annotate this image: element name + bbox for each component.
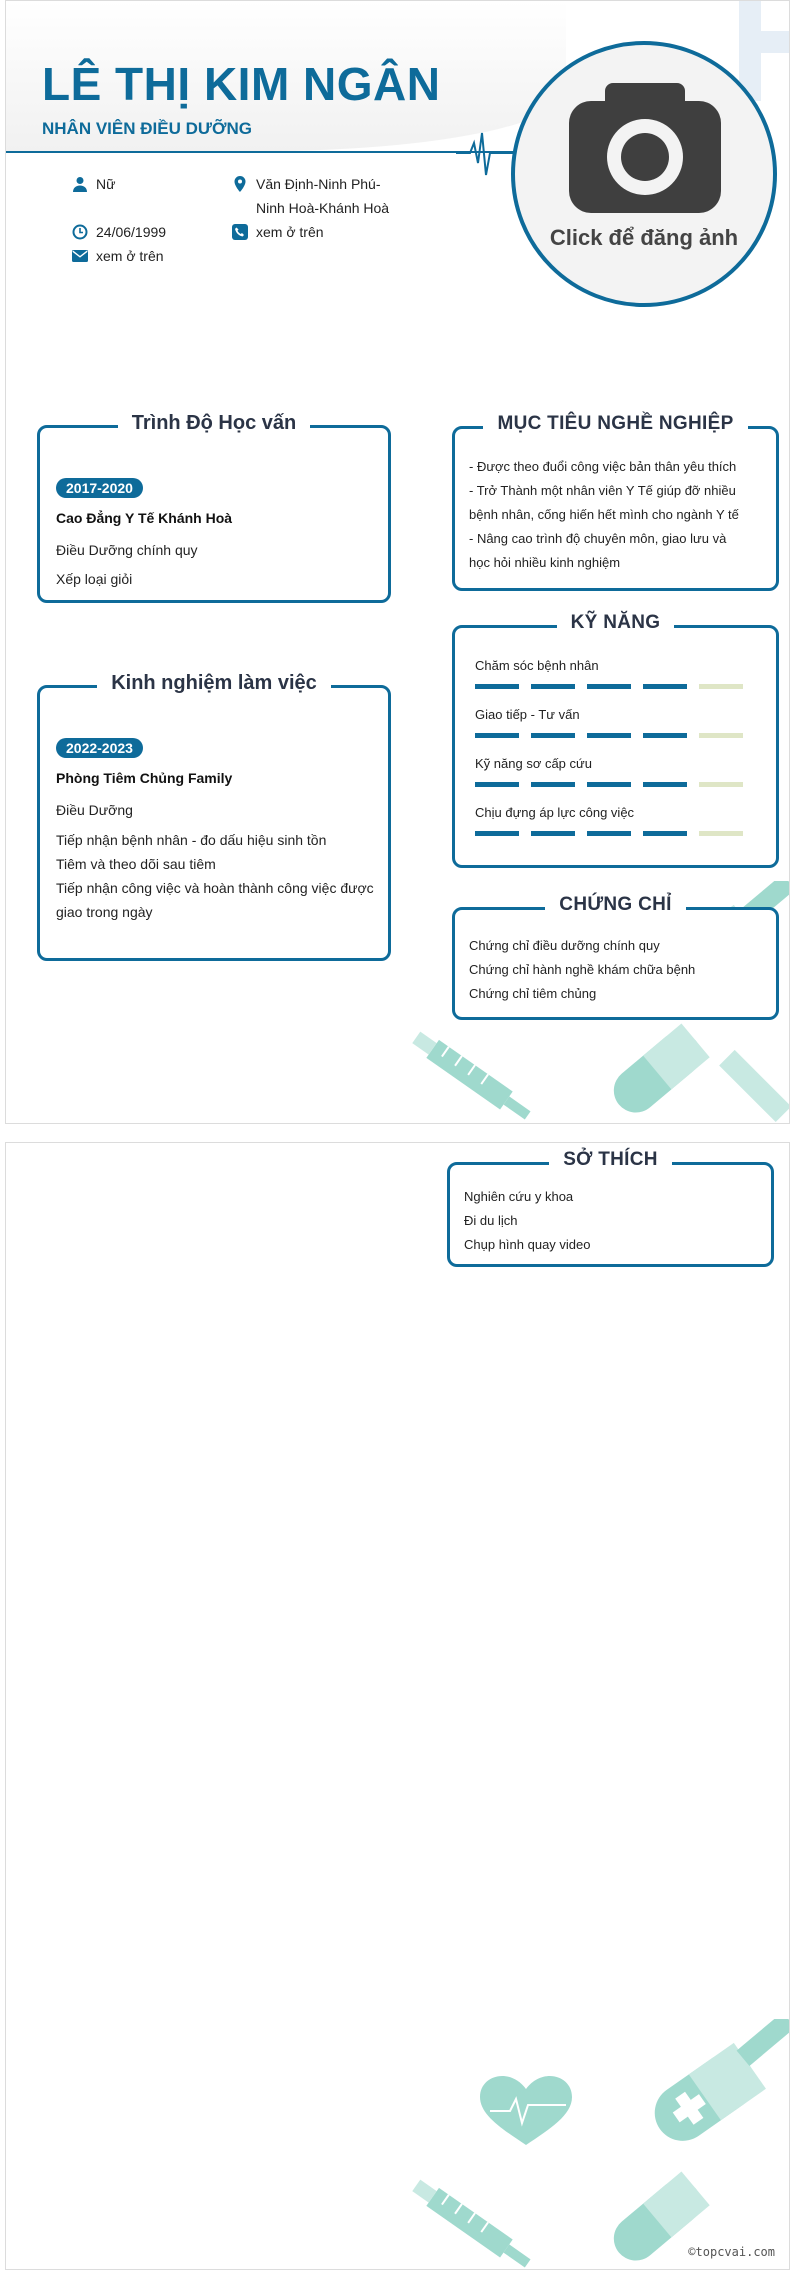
experience-task: Tiếp nhận bệnh nhân - đo dấu hiệu sinh tồn (56, 832, 327, 848)
skill-segment-empty (699, 831, 743, 836)
skill-level-bar (475, 684, 765, 689)
skill-name: Kỹ năng sơ cấp cứu (475, 756, 592, 771)
skill-item (475, 654, 765, 689)
objective-section (452, 413, 779, 591)
skill-segment-filled (531, 684, 575, 689)
photo-upload-label: Click để đăng ảnh (549, 225, 739, 250)
skill-name: Chăm sóc bệnh nhân (475, 658, 599, 673)
skill-segment-empty (699, 782, 743, 787)
education-major: Điều Dưỡng chính quy (56, 542, 198, 558)
clock-icon (72, 224, 88, 240)
certificates-section (452, 894, 779, 1020)
map-marker-icon (232, 176, 248, 192)
camera-icon (569, 83, 721, 213)
skill-segment-empty (699, 733, 743, 738)
experience-period: 2022-2023 (56, 738, 143, 758)
education-title: Trình Độ Học vấn (118, 412, 310, 434)
contact-address: Văn Định-Ninh Phú- Ninh Hoà-Khánh Hoà (232, 172, 389, 220)
skill-segment-filled (587, 831, 631, 836)
objective-line: - Được theo đuổi công việc bản thân yêu thích (469, 459, 737, 474)
skill-segment-filled (643, 684, 687, 689)
skill-level-bar (475, 831, 765, 836)
skills-section (452, 612, 779, 868)
envelope-icon (72, 248, 88, 264)
skill-segment-filled (587, 733, 631, 738)
experience-position: Điều Dưỡng (56, 802, 133, 818)
contact-gender: Nữ (72, 172, 115, 196)
education-section (37, 412, 391, 603)
skill-level-bar (475, 782, 765, 787)
skill-segment-filled (531, 782, 575, 787)
skill-segment-filled (587, 684, 631, 689)
certificate-item: Chứng chỉ điều dưỡng chính quy (469, 938, 660, 953)
hobbies-section (447, 1149, 774, 1267)
skill-segment-filled (531, 831, 575, 836)
education-period: 2017-2020 (56, 478, 143, 498)
experience-section (37, 672, 391, 961)
objective-title: MỤC TIÊU NGHỀ NGHIỆP (483, 413, 747, 434)
education-grade: Xếp loại giỏi (56, 571, 133, 587)
cross-decoration-icon (739, 1, 789, 101)
objective-line: - Trở Thành một nhân viên Y Tế giúp đỡ nhiều (469, 483, 736, 498)
skills-title: KỸ NĂNG (557, 612, 675, 633)
skill-segment-filled (587, 782, 631, 787)
skill-name: Giao tiếp - Tư vấn (475, 707, 580, 722)
objective-line: bệnh nhân, cống hiến hết mình cho ngành Y tế (469, 507, 739, 522)
skill-segment-filled (475, 733, 519, 738)
hobbies-title: SỞ THÍCH (549, 1149, 672, 1170)
header-divider (6, 151, 526, 153)
phone-icon (232, 224, 248, 240)
cv-page-2 (5, 1142, 790, 2270)
experience-task: giao trong ngày (56, 904, 153, 920)
watermark-text: ©topcvai.com (688, 2245, 775, 2259)
user-icon (72, 176, 88, 192)
contact-email: xem ở trên (72, 244, 164, 268)
certificate-item: Chứng chỉ tiêm chủng (469, 986, 597, 1001)
hobby-item: Nghiên cứu y khoa (464, 1189, 574, 1204)
experience-company: Phòng Tiêm Chủng Family (56, 770, 233, 786)
objective-line: - Nâng cao trình độ chuyên môn, giao lưu và (469, 531, 727, 546)
certificate-item: Chứng chỉ hành nghề khám chữa bệnh (469, 962, 696, 977)
skill-segment-filled (475, 831, 519, 836)
skill-item (475, 752, 765, 787)
medical-decoration-icon (406, 2019, 790, 2270)
experience-task: Tiêm và theo dõi sau tiêm (56, 856, 216, 872)
skill-segment-filled (643, 782, 687, 787)
education-school: Cao Đẳng Y Tế Khánh Hoà (56, 510, 233, 526)
hobby-item: Đi du lịch (464, 1213, 518, 1228)
experience-task: Tiếp nhận công việc và hoàn thành công việc được (56, 880, 374, 896)
contact-phone: xem ở trên (232, 220, 324, 244)
skill-segment-filled (643, 733, 687, 738)
skill-level-bar (475, 733, 765, 738)
photo-upload[interactable] (511, 41, 777, 307)
skill-segment-filled (643, 831, 687, 836)
skill-segment-filled (475, 782, 519, 787)
skill-name: Chịu đựng áp lực công việc (475, 805, 635, 820)
contact-dob: 24/06/1999 (72, 220, 166, 244)
skill-segment-filled (475, 684, 519, 689)
certificates-title: CHỨNG CHỈ (545, 894, 685, 915)
candidate-role: NHÂN VIÊN ĐIỀU DƯỠNG (42, 119, 252, 138)
skill-segment-filled (531, 733, 575, 738)
skill-item (475, 801, 765, 836)
objective-line: học hỏi nhiều kinh nghiệm (469, 555, 621, 570)
cv-page-1 (5, 0, 790, 1124)
experience-title: Kinh nghiệm làm việc (97, 672, 331, 694)
skill-item (475, 703, 765, 738)
skill-segment-empty (699, 684, 743, 689)
candidate-name: LÊ THỊ KIM NGÂN (42, 58, 441, 110)
hobby-item: Chụp hình quay video (464, 1237, 591, 1252)
